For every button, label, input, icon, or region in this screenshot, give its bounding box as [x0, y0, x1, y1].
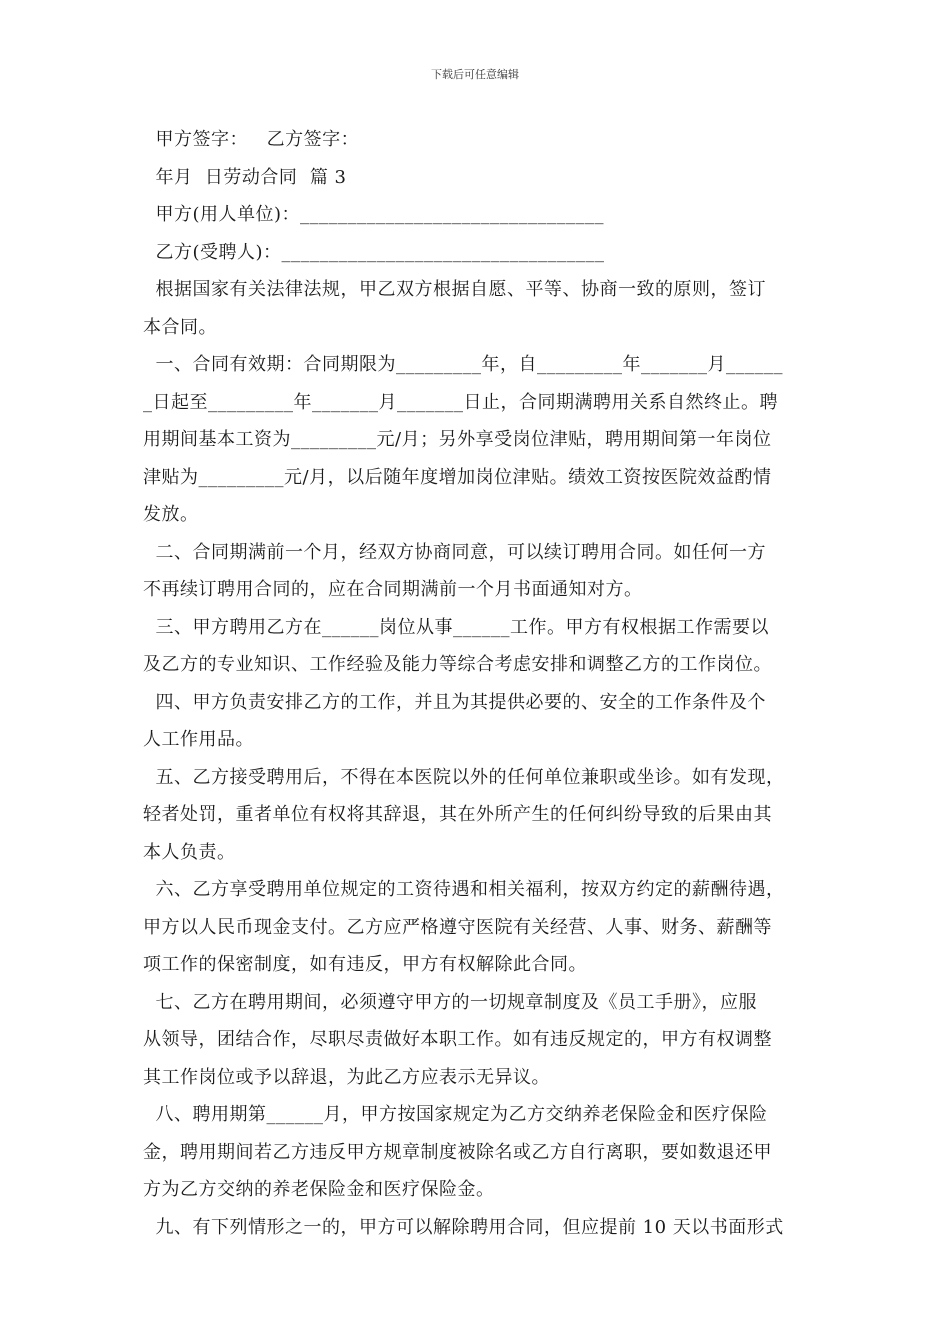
text-line: 轻者处罚，重者单位有权将其辞退，其在外所产生的任何纠纷导致的后果由其	[143, 804, 772, 825]
document-body	[143, 121, 811, 1246]
text-line: 甲方签字： 乙方签字：	[143, 129, 360, 150]
text-line: 方为乙方交纳的养老保险金和医疗保险金。	[143, 1179, 495, 1200]
text-line: 津贴为_________元/月，以后随年度增加岗位津贴。绩效工资按医院效益酌情	[143, 466, 772, 488]
text-line: 根据国家有关法律法规，甲乙双方根据自愿、平等、协商一致的原则，签订	[143, 279, 766, 300]
text-line: 九、有下列情形之一的，甲方可以解除聘用合同，但应提前 10 天以书面形式	[143, 1216, 784, 1238]
text-line: 及乙方的专业知识、工作经验及能力等综合考虑安排和调整乙方的工作岗位。	[143, 654, 772, 675]
text-line: _日起至_________年_______月_______日止，合同期满聘用关系自然终止。聘	[143, 391, 778, 413]
text-line: 六、乙方享受聘用单位规定的工资待遇和相关福利，按双方约定的薪酬待遇，	[143, 879, 785, 900]
text-line: 从领导，团结合作，尽职尽责做好本职工作。如有违反规定的，甲方有权调整	[143, 1029, 772, 1050]
text-line: 三、甲方聘用乙方在______岗位从事______工作。甲方有权根据工作需要以	[143, 616, 769, 638]
text-line: 年月 日劳动合同 篇 3	[143, 166, 347, 188]
text-line: 五、乙方接受聘用后，不得在本医院以外的任何单位兼职或坐诊。如有发现，	[143, 766, 785, 788]
page-header: 下载后可任意编辑	[431, 68, 519, 81]
text-line: 乙方(受聘人)：__________________________________	[143, 241, 605, 263]
text-line: 金，聘用期间若乙方违反甲方规章制度被除名或乙方自行离职，要如数退还甲	[143, 1141, 772, 1163]
text-line: 八、聘用期第______月，甲方按国家规定为乙方交纳养老保险金和医疗保险	[143, 1104, 768, 1125]
text-line: 其工作岗位或予以辞退，为此乙方应表示无异议。	[143, 1066, 550, 1088]
text-line: 本合同。	[143, 316, 217, 338]
text-line: 本人负责。	[143, 841, 236, 863]
text-line: 项工作的保密制度，如有违反，甲方有权解除此合同。	[143, 954, 587, 975]
text-line: 一、合同有效期：合同期限为_________年，自_________年_______月______	[143, 354, 783, 375]
text-line: 四、甲方负责安排乙方的工作，并且为其提供必要的、安全的工作条件及个	[143, 691, 766, 713]
text-line: 用期间基本工资为_________元/月；另外享受岗位津贴，聘用期间第一年岗位	[143, 429, 772, 450]
text-line: 甲方以人民币现金支付。乙方应严格遵守医院有关经营、人事、财务、薪酬等	[143, 916, 772, 938]
text-line: 二、合同期满前一个月，经双方协商同意，可以续订聘用合同。如任何一方	[143, 541, 766, 563]
text-line: 不再续订聘用合同的，应在合同期满前一个月书面通知对方。	[143, 579, 643, 600]
text-line: 七、乙方在聘用期间，必须遵守甲方的一切规章制度及《员工手册》，应服	[143, 991, 757, 1013]
text-line: 甲方(用人单位)：________________________________	[143, 204, 604, 225]
text-line: 人工作用品。	[143, 729, 254, 750]
text-line: 发放。	[143, 504, 199, 525]
